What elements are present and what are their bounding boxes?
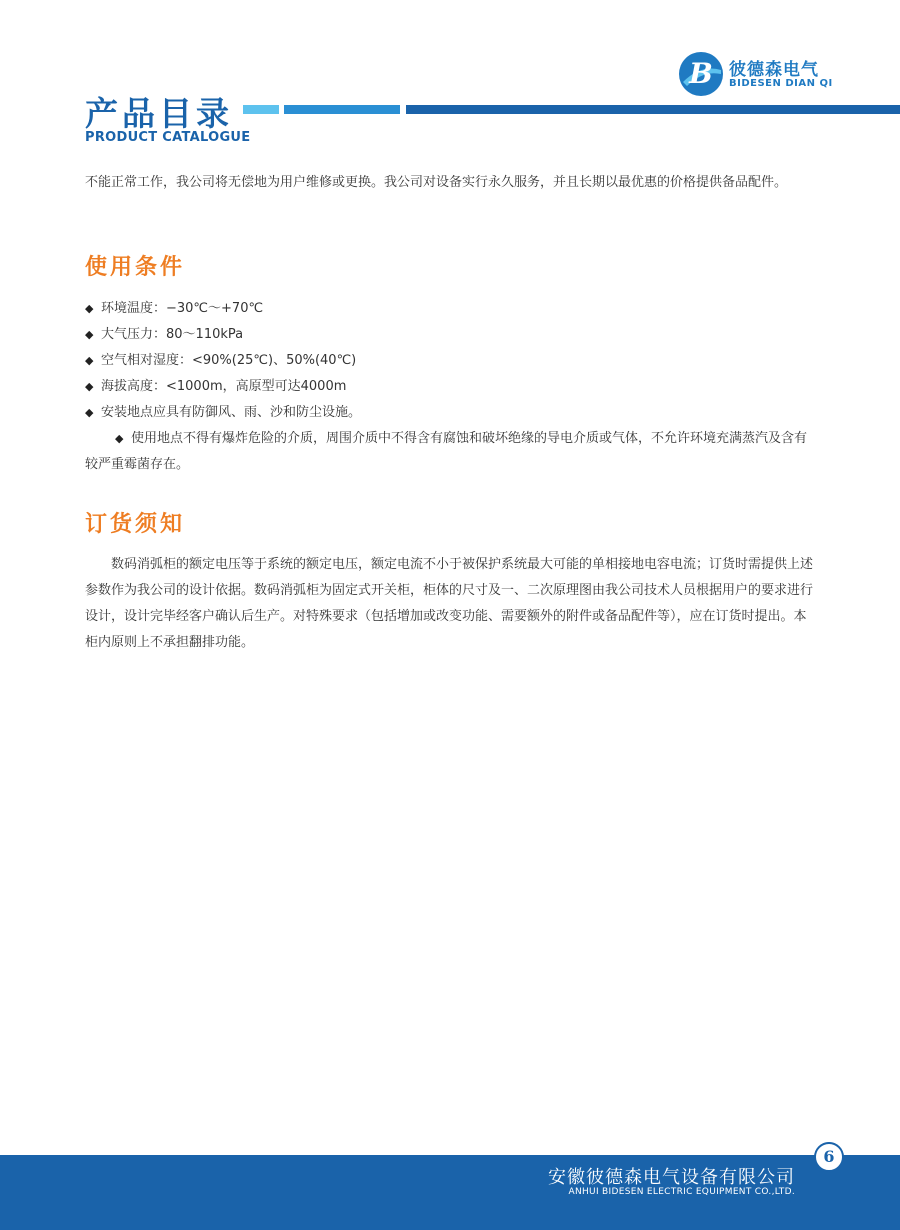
diamond-bullet-icon: ◆ — [85, 380, 94, 393]
condition-text: 海拔高度：<1000m，高原型可达4000m — [101, 379, 347, 394]
condition-text: 使用地点不得有爆炸危险的介质，周围介质中不得含有腐蚀和破坏绝缘的导电介质或气体，不允许环境充满蒸汽及含有较严重霉菌存在。 — [85, 431, 808, 472]
ordering-paragraph: 数码消弧柜的额定电压等于系统的额定电压，额定电流不小于被保护系统最大可能的单相接地电容电流；订货时需提供上述参数作为我公司的设计依据。数码消弧柜为固定式开关柜，柜体的尺寸及一、二次原理图由我公司技术人员根据用户的要求进行设计，设计完毕经客户确认后生产。对特殊要求（包括增加或改变功能、需要额外的附件或备品配件等），应在订货时提出。本柜内原则上不承担翻排功能。 — [85, 557, 814, 650]
footer-company-cn: 安徽彼德森电气设备有限公司 — [548, 1167, 795, 1188]
condition-text: 环境温度：−30℃～+70℃ — [101, 301, 264, 316]
logo-letter: B — [689, 57, 713, 90]
bidesen-logo-icon — [677, 50, 725, 98]
brand-name-cn: 彼德森电气 — [729, 60, 819, 80]
condition-text: 安装地点应具有防御风、雨、沙和防尘设施。 — [101, 405, 362, 420]
diamond-bullet-icon: ◆ — [85, 302, 94, 315]
header-stripe-mid — [284, 105, 400, 114]
condition-text: 空气相对湿度：<90%(25℃)、50%(40℃) — [101, 353, 357, 368]
list-item — [85, 400, 817, 426]
page-number: 6 — [814, 1142, 844, 1172]
header-stripe-light — [243, 105, 279, 114]
footer-bar — [0, 1155, 900, 1230]
brand-name-en: BIDESEN DIAN QI — [729, 78, 833, 89]
list-item — [85, 374, 817, 400]
brand-logo — [677, 50, 833, 98]
list-item — [85, 296, 817, 322]
intro-paragraph: 不能正常工作，我公司将无偿地为用户维修或更换。我公司对设备实行永久服务，并且长期以最优惠的价格提供备品配件。 — [85, 175, 788, 190]
conditions-list — [85, 296, 817, 478]
page-subtitle: PRODUCT CATALOGUE — [85, 130, 251, 145]
diamond-bullet-icon: ◆ — [85, 328, 94, 341]
header-stripe-dark — [406, 105, 900, 114]
conditions-heading: 使用条件 — [85, 255, 186, 280]
diamond-bullet-icon: ◆ — [115, 432, 124, 445]
condition-text: 大气压力：80～110kPa — [101, 327, 244, 342]
ordering-heading: 订货须知 — [85, 512, 186, 537]
diamond-bullet-icon: ◆ — [85, 406, 94, 419]
footer-company-en: ANHUI BIDESEN ELECTRIC EQUIPMENT CO.,LTD. — [568, 1187, 795, 1197]
diamond-bullet-icon: ◆ — [85, 354, 94, 367]
list-item — [85, 348, 817, 374]
list-item — [85, 322, 817, 348]
page-title: 产品目录 — [85, 94, 233, 133]
list-item — [85, 426, 817, 478]
